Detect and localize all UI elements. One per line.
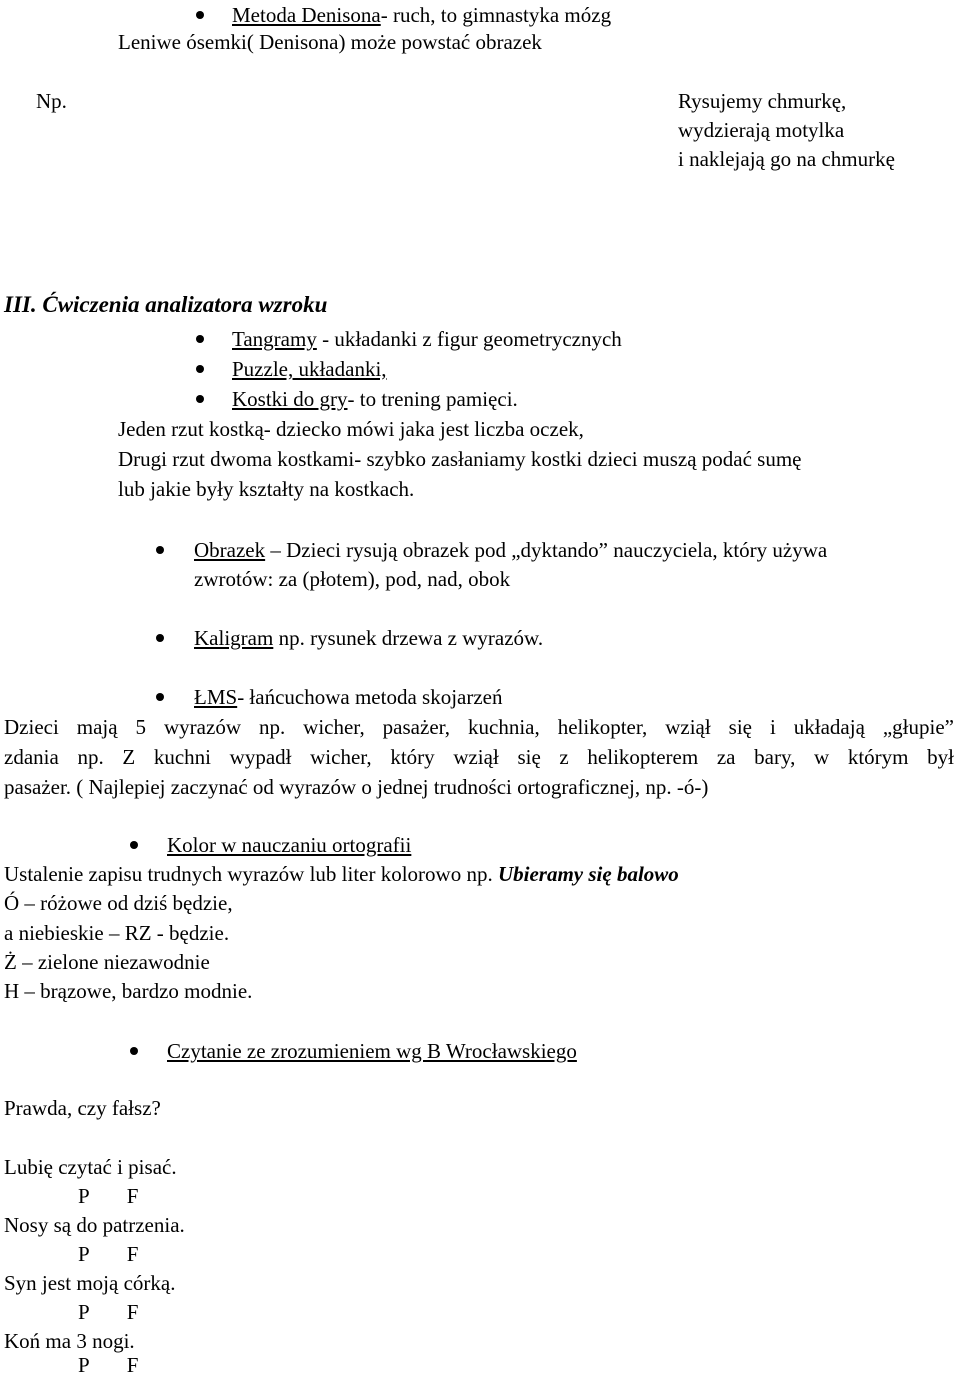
kaligram-desc: np. rysunek drzewa z wyrazów. bbox=[273, 626, 544, 650]
bullet-dot bbox=[196, 365, 204, 373]
lms-link[interactable]: ŁMS bbox=[194, 685, 238, 709]
kolor-line-1-text: Ustalenie zapisu trudnych wyrazów lub liter kolorowo np. bbox=[4, 862, 493, 886]
quiz-sentence-1: Lubię czytać i pisać. bbox=[4, 1155, 177, 1179]
true-option[interactable]: P bbox=[78, 1242, 90, 1266]
bullet-dot bbox=[196, 335, 204, 343]
bullet-dot bbox=[196, 11, 204, 19]
kostki-link[interactable]: Kostki do gry bbox=[232, 387, 348, 411]
right-line-3: i naklejają go na chmurkę bbox=[678, 147, 895, 171]
bullet-dot bbox=[130, 841, 138, 849]
bullet-dot bbox=[196, 395, 204, 403]
kaligram-link[interactable]: Kaligram bbox=[194, 626, 274, 650]
false-option[interactable]: F bbox=[126, 1242, 139, 1266]
kostki-desc: - to trening pamięci. bbox=[347, 387, 518, 411]
dice-line-1: Jeden rzut kostką- dziecko mówi jaka jest liczba oczek, bbox=[118, 417, 584, 441]
poem-line-4: H – brązowe, bardzo modnie. bbox=[4, 979, 253, 1003]
quiz-answer-2 bbox=[78, 1239, 138, 1269]
quiz-answer-4 bbox=[78, 1350, 138, 1380]
tangram-desc: - układanki z figur geometrycznych bbox=[316, 327, 622, 351]
obrazek-line2: zwrotów: za (płotem), pod, nad, obok bbox=[194, 567, 511, 591]
kolor-link[interactable]: Kolor w nauczaniu ortografii bbox=[167, 833, 412, 857]
lms-line-1: Dzieci mają 5 wyrazów np. wicher, pasażer, kuchnia, helikopter, wziął się i układają „głupie” bbox=[4, 715, 954, 739]
poem-line-1: Ó – różowe od dziś będzie, bbox=[4, 891, 233, 915]
false-option[interactable]: F bbox=[126, 1300, 139, 1324]
false-option[interactable]: F bbox=[126, 1184, 139, 1208]
obrazek-link[interactable]: Obrazek bbox=[194, 538, 266, 562]
quiz-answer-3 bbox=[78, 1297, 138, 1327]
lms-line-2: zdania np. Z kuchni wypadł wicher, który wziął się z helikopterem za bary, w którym był bbox=[4, 745, 954, 769]
right-line-1: Rysujemy chmurkę, bbox=[678, 89, 847, 113]
quiz-sentence-2: Nosy są do patrzenia. bbox=[4, 1213, 185, 1237]
czytanie-link[interactable]: Czytanie ze zrozumieniem wg B Wrocławskiego bbox=[167, 1039, 577, 1063]
right-line-2: wydzierają motylka bbox=[678, 118, 845, 142]
true-option[interactable]: P bbox=[78, 1184, 90, 1208]
lms-line-3: pasażer. ( Najlepiej zaczynać od wyrazów o jednej trudności ortograficznej, np. -ó-) bbox=[4, 775, 709, 799]
quiz-question: Prawda, czy fałsz? bbox=[4, 1096, 161, 1120]
true-option[interactable]: P bbox=[78, 1300, 90, 1324]
obrazek-desc: – Dzieci rysują obrazek pod „dyktando” nauczyciela, który używa bbox=[265, 538, 828, 562]
puzzle-link[interactable]: Puzzle, układanki, bbox=[232, 357, 387, 381]
true-option[interactable]: P bbox=[78, 1353, 90, 1377]
section-heading: III. Ćwiczenia analizatora wzroku bbox=[4, 292, 328, 317]
quiz-sentence-3: Syn jest moją córką. bbox=[4, 1271, 176, 1295]
quiz-answer-1 bbox=[78, 1181, 138, 1211]
false-option[interactable]: F bbox=[126, 1353, 139, 1377]
denison-line2: Leniwe ósemki( Denisona) może powstać obrazek bbox=[118, 30, 542, 54]
bullet-dot bbox=[156, 634, 164, 642]
denison-desc: - ruch, to gimnastyka mózg bbox=[380, 3, 612, 27]
np-label: Np. bbox=[36, 89, 67, 113]
denison-link[interactable]: Metoda Denisona bbox=[232, 3, 381, 27]
poem-line-3: Ż – zielone niezawodnie bbox=[4, 950, 210, 974]
tangram-link[interactable]: Tangramy bbox=[232, 327, 317, 351]
dice-line-3: lub jakie były kształty na kostkach. bbox=[118, 477, 415, 501]
lms-desc: - łańcuchowa metoda skojarzeń bbox=[237, 685, 503, 709]
bullet-dot bbox=[130, 1047, 138, 1055]
bullet-dot bbox=[156, 693, 164, 701]
bullet-dot bbox=[156, 546, 164, 554]
kolor-line-1-emphasis: Ubieramy się balowo bbox=[492, 862, 679, 886]
dice-line-2: Drugi rzut dwoma kostkami- szybko zasłaniamy kostki dzieci muszą podać sumę bbox=[118, 447, 802, 471]
kolor-line-1 bbox=[4, 859, 679, 889]
poem-line-2: a niebieskie – RZ - będzie. bbox=[4, 921, 230, 945]
quiz-sentence-4: Koń ma 3 nogi. bbox=[4, 1329, 135, 1353]
